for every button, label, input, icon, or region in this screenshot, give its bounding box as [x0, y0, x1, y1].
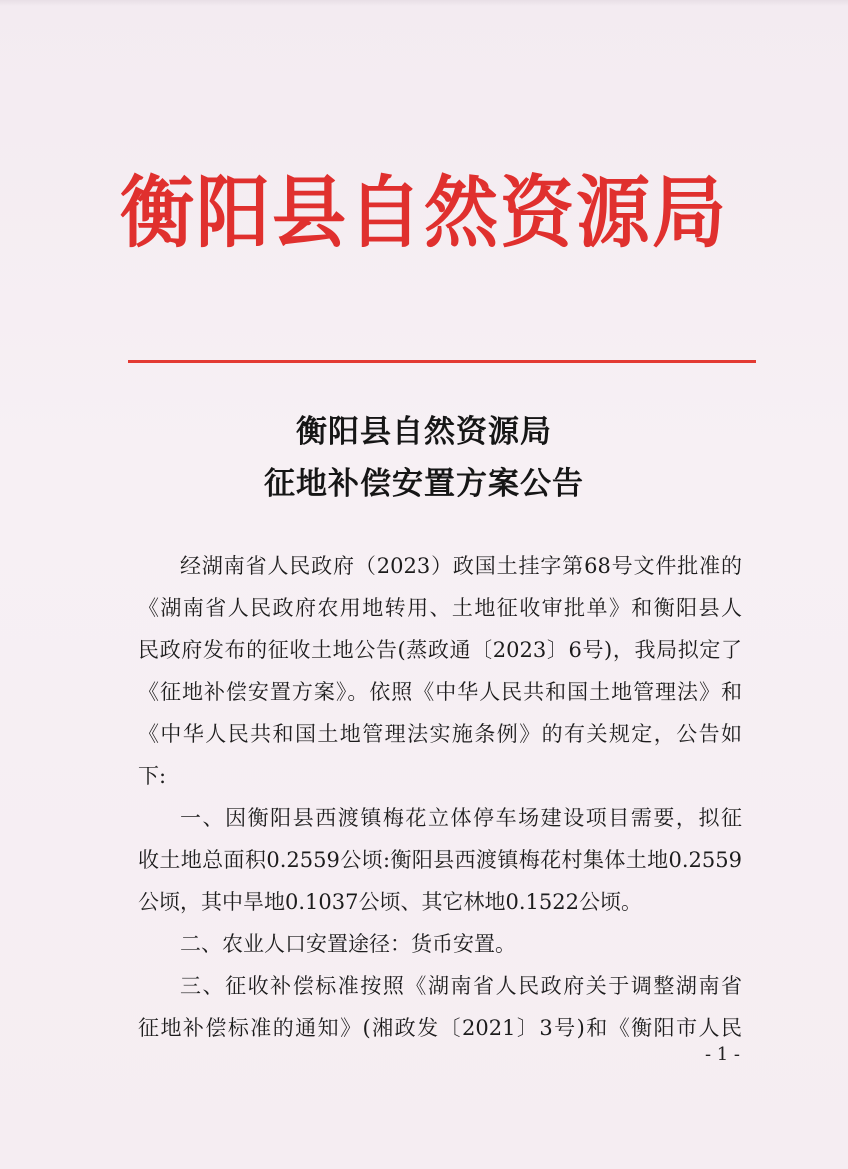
body-line: 三、征收补偿标准按照《湖南省人民政府关于调整湖南省: [180, 974, 742, 998]
notice-title-line-1: 衡阳县自然资源局: [296, 414, 552, 450]
agency-red-header: 衡阳县自然资源局: [120, 167, 728, 259]
body-line: 民政府发布的征收土地公告(蒸政通〔2023〕6号)，我局拟定了: [138, 638, 742, 662]
body-line: 二、农业人口安置途径：货币安置。: [180, 932, 516, 956]
notice-title-line-2: 征地补偿安置方案公告: [264, 466, 584, 502]
body-line: 一、因衡阳县西渡镇梅花立体停车场建设项目需要，拟征: [180, 806, 742, 830]
red-divider-rule: [128, 360, 756, 363]
scan-edge: [0, 0, 848, 6]
page-number: - 1 -: [704, 1044, 740, 1065]
body-line: 《征地补偿安置方案》。依照《中华人民共和国土地管理法》和: [138, 680, 742, 704]
body-line: 《湖南省人民政府农用地转用、土地征收审批单》和衡阳县人: [138, 596, 742, 620]
body-line: 《中华人民共和国土地管理法实施条例》的有关规定，公告如: [138, 722, 742, 746]
body-line: 经湖南省人民政府（2023）政国土挂字第68号文件批准的: [180, 554, 742, 578]
body-line: 下:: [138, 764, 167, 788]
body-line: 征地补偿标准的通知》(湘政发〔2021〕3号)和《衡阳市人民: [138, 1016, 742, 1040]
body-line: 收土地总面积0.2559公顷:衡阳县西渡镇梅花村集体土地0.2559: [138, 848, 742, 872]
body-line: 公顷，其中旱地0.1037公顷、其它林地0.1522公顷。: [138, 890, 642, 914]
